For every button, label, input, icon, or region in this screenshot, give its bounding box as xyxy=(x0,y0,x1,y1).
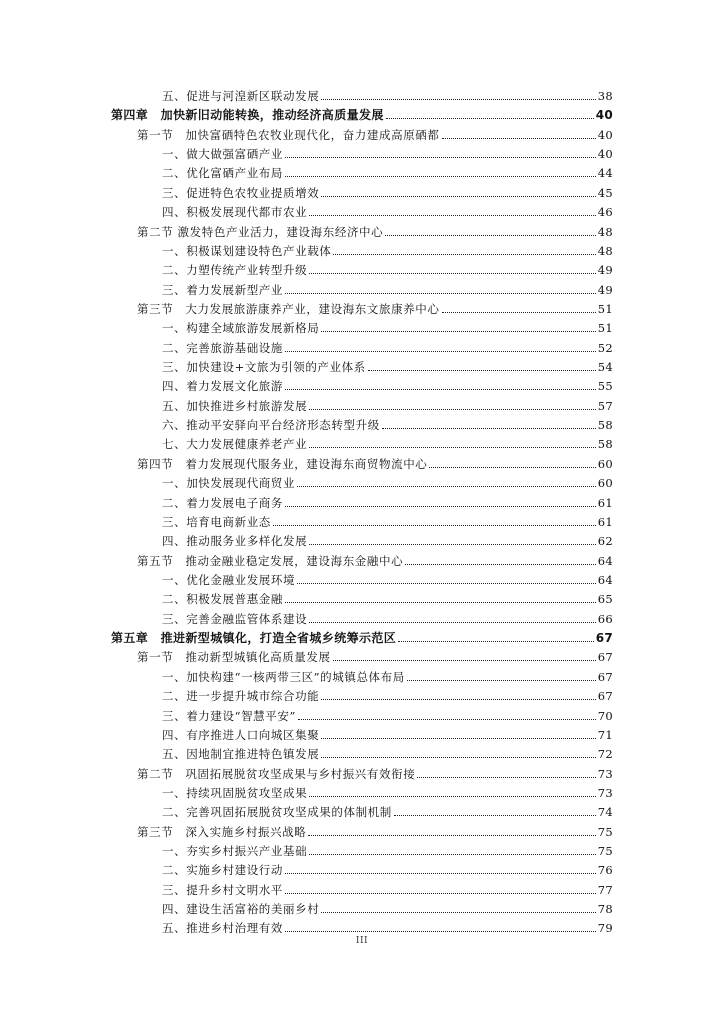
dot-leader xyxy=(407,679,596,681)
toc-entry-label: 一、夯实乡村振兴产业基础 xyxy=(162,844,308,859)
toc-subsection-entry[interactable] xyxy=(162,418,613,432)
toc-subsection-entry[interactable] xyxy=(162,341,613,355)
dot-leader xyxy=(285,175,596,177)
dot-leader xyxy=(386,117,594,119)
toc-entry-label: 三、加快建设+文旅为引领的产业体系 xyxy=(162,360,366,375)
dot-leader xyxy=(398,640,593,642)
dot-leader xyxy=(285,388,596,390)
toc-entry-page-number: 73 xyxy=(597,766,613,781)
toc-entry-page-number: 58 xyxy=(597,418,613,433)
toc-entry-page-number: 77 xyxy=(597,882,613,897)
toc-subsection-entry[interactable] xyxy=(162,902,613,916)
dot-leader xyxy=(309,272,596,274)
toc-entry-page-number: 75 xyxy=(597,824,613,839)
toc-subsection-entry[interactable] xyxy=(162,283,613,297)
toc-subsection-entry[interactable] xyxy=(162,805,613,819)
toc-entry-page-number: 61 xyxy=(597,514,613,529)
toc-entry-label: 四、有序推进人口向城区集聚 xyxy=(162,727,320,742)
toc-entry-page-number: 78 xyxy=(597,902,613,917)
dot-leader xyxy=(285,505,596,507)
toc-subsection-entry[interactable] xyxy=(162,883,613,897)
toc-entry-label: 第一节 推动新型城镇化高质量发展 xyxy=(137,650,331,665)
toc-entry-page-number: 46 xyxy=(597,205,613,220)
toc-entry-page-number: 67 xyxy=(595,631,613,646)
toc-entry-label: 第五章 推进新型城镇化，打造全省城乡统筹示范区 xyxy=(111,631,397,646)
toc-subsection-entry[interactable] xyxy=(162,244,613,258)
toc-entry-label: 四、推动服务业多样化发展 xyxy=(162,534,308,549)
dot-leader xyxy=(285,350,596,352)
toc-entry-label: 一、做大做强富硒产业 xyxy=(162,147,283,162)
toc-entry-label: 二、进一步提升城市综合功能 xyxy=(162,689,320,704)
toc-subsection-entry[interactable] xyxy=(162,728,613,742)
toc-entry-page-number: 67 xyxy=(597,669,613,684)
dot-leader xyxy=(321,756,595,758)
toc-section-entry[interactable] xyxy=(137,225,613,239)
toc-entry-page-number: 62 xyxy=(597,534,613,549)
toc-subsection-entry[interactable] xyxy=(162,863,613,877)
toc-entry-page-number: 48 xyxy=(597,243,613,258)
toc-section-entry[interactable] xyxy=(137,825,613,839)
toc-entry-label: 二、优化富硒产业布局 xyxy=(162,166,283,181)
toc-entry-page-number: 75 xyxy=(597,844,613,859)
toc-entry-label: 五、推进乡村治理有效 xyxy=(162,921,283,936)
page-footer-number: III xyxy=(355,936,369,946)
toc-section-entry[interactable] xyxy=(137,767,613,781)
toc-entry-page-number: 61 xyxy=(597,495,613,510)
dot-leader xyxy=(309,214,596,216)
toc-entry-page-number: 48 xyxy=(597,224,613,239)
dot-leader xyxy=(309,543,596,545)
dot-leader xyxy=(442,137,596,139)
toc-entry-label: 四、建设生活富裕的美丽乡村 xyxy=(162,902,320,917)
dot-leader xyxy=(394,814,596,816)
dot-leader xyxy=(321,911,595,913)
toc-entry-page-number: 51 xyxy=(597,321,613,336)
toc-subsection-entry[interactable] xyxy=(162,689,613,703)
toc-entry-page-number: 55 xyxy=(597,379,613,394)
toc-subsection-entry[interactable] xyxy=(162,496,613,510)
toc-entry-page-number: 49 xyxy=(597,263,613,278)
toc-entry-label: 一、加快发展现代商贸业 xyxy=(162,476,296,491)
dot-leader xyxy=(417,776,595,778)
toc-entry-label: 七、大力发展健康养老产业 xyxy=(162,437,308,452)
toc-entry-page-number: 38 xyxy=(597,89,613,103)
toc-subsection-entry[interactable] xyxy=(162,592,613,606)
toc-section-entry[interactable] xyxy=(137,128,613,142)
toc-subsection-entry[interactable] xyxy=(162,399,613,413)
dot-leader xyxy=(285,892,596,894)
toc-entry-label: 三、着力建设“智慧平安” xyxy=(162,708,296,723)
dot-leader xyxy=(382,427,596,429)
toc-entry-label: 二、完善巩固拓展脱贫攻坚成果的体制机制 xyxy=(162,805,392,820)
toc-entry-label: 二、力塑传统产业转型升级 xyxy=(162,263,308,278)
toc-entry-page-number: 58 xyxy=(597,437,613,452)
toc-entry-label: 二、实施乡村建设行动 xyxy=(162,863,283,878)
toc-entry-label: 第四节 着力发展现代服务业，建设海东商贸物流中心 xyxy=(137,456,428,471)
toc-section-entry[interactable] xyxy=(137,554,613,568)
toc-section-entry[interactable] xyxy=(137,650,613,664)
toc-subsection-entry[interactable] xyxy=(162,437,613,451)
toc-entry-page-number: 60 xyxy=(597,476,613,491)
toc-entry-label: 三、培育电商新业态 xyxy=(162,514,271,529)
toc-entry-page-number: 66 xyxy=(597,611,613,626)
dot-leader xyxy=(333,253,595,255)
toc-entry-label: 第五节 推动金融业稳定发展，建设海东金融中心 xyxy=(137,553,404,568)
toc-subsection-entry[interactable] xyxy=(162,89,613,103)
toc-entry-page-number: 40 xyxy=(597,147,613,162)
toc-entry-page-number: 73 xyxy=(597,785,613,800)
dot-leader xyxy=(273,524,596,526)
dot-leader xyxy=(297,485,596,487)
toc-entry-page-number: 79 xyxy=(597,921,613,936)
toc-subsection-entry[interactable] xyxy=(162,147,613,161)
toc-subsection-entry[interactable] xyxy=(162,573,613,587)
toc-entry-label: 第三节 大力发展旅游康养产业，建设海东文旅康养中心 xyxy=(137,301,440,316)
toc-entry-page-number: 67 xyxy=(597,689,613,704)
toc-subsection-entry[interactable] xyxy=(162,747,613,761)
dot-leader xyxy=(285,930,596,932)
toc-entry-page-number: 72 xyxy=(597,747,613,762)
toc-entry-label: 三、促进特色农牧业提质增效 xyxy=(162,185,320,200)
toc-entry-page-number: 51 xyxy=(597,301,613,316)
toc-entry-page-number: 65 xyxy=(597,592,613,607)
toc-entry-page-number: 54 xyxy=(597,360,613,375)
toc-subsection-entry[interactable] xyxy=(162,321,613,335)
toc-subsection-entry[interactable] xyxy=(162,786,613,800)
toc-chapter-entry[interactable] xyxy=(111,631,613,645)
toc-entry-label: 四、着力发展文化旅游 xyxy=(162,379,283,394)
toc-entry-label: 三、着力发展新型产业 xyxy=(162,282,283,297)
toc-section-entry[interactable] xyxy=(137,457,613,471)
toc-entry-page-number: 44 xyxy=(597,166,613,181)
toc-entry-label: 三、提升乡村文明水平 xyxy=(162,882,283,897)
toc-entry-page-number: 40 xyxy=(595,108,613,123)
dot-leader xyxy=(442,311,596,313)
toc-entry-page-number: 45 xyxy=(597,185,613,200)
dot-leader xyxy=(308,834,595,836)
toc-entry-label: 一、持续巩固脱贫攻坚成果 xyxy=(162,785,308,800)
toc-subsection-entry[interactable] xyxy=(162,921,613,935)
toc-entry-page-number: 71 xyxy=(597,727,613,742)
toc-entry-label: 二、积极发展普惠金融 xyxy=(162,592,283,607)
toc-entry-label: 四、积极发展现代都市农业 xyxy=(162,205,308,220)
dot-leader xyxy=(385,234,596,236)
toc-subsection-entry[interactable] xyxy=(162,476,613,490)
toc-entry-label: 一、积极谋划建设特色产业载体 xyxy=(162,243,332,258)
dot-leader xyxy=(321,737,595,739)
dot-leader xyxy=(309,446,596,448)
toc-subsection-entry[interactable] xyxy=(162,379,613,393)
toc-subsection-entry[interactable] xyxy=(162,670,613,684)
toc-entry-label: 五、因地制宜推进特色镇发展 xyxy=(162,747,320,762)
toc-entry-page-number: 52 xyxy=(597,340,613,355)
toc-entry-page-number: 67 xyxy=(597,650,613,665)
toc-entry-page-number: 64 xyxy=(597,553,613,568)
dot-leader xyxy=(297,582,596,584)
dot-leader xyxy=(285,872,596,874)
dot-leader xyxy=(321,330,595,332)
toc-entry-page-number: 60 xyxy=(597,456,613,471)
dot-leader xyxy=(309,408,596,410)
toc-entry-label: 第四章 加快新旧动能转换，推动经济高质量发展 xyxy=(111,108,384,123)
toc-entry-label: 五、加快推进乡村旅游发展 xyxy=(162,398,308,413)
toc-entry-label: 一、优化金融业发展环境 xyxy=(162,573,296,587)
toc-chapter-entry[interactable] xyxy=(111,108,613,122)
dot-leader xyxy=(285,156,596,158)
toc-entry-label: 第一节 加快富硒特色农牧业现代化，奋力建成高原硒都 xyxy=(137,127,440,142)
toc-entry-label: 三、完善金融监管体系建设 xyxy=(162,611,308,626)
dot-leader xyxy=(309,853,596,855)
toc-entry-label: 第二节 激发特色产业活力，建设海东经济中心 xyxy=(137,224,384,239)
toc-subsection-entry[interactable] xyxy=(162,612,613,626)
toc-entry-label: 六、推动平安驿向平台经济形态转型升级 xyxy=(162,418,380,433)
toc-subsection-entry[interactable] xyxy=(162,186,613,200)
toc-subsection-entry[interactable] xyxy=(162,263,613,277)
dot-leader xyxy=(333,659,596,661)
toc-subsection-entry[interactable] xyxy=(162,515,613,529)
toc-entry-page-number: 74 xyxy=(597,805,613,820)
dot-leader xyxy=(285,292,596,294)
dot-leader xyxy=(405,563,596,565)
toc-entry-page-number: 70 xyxy=(597,708,613,723)
dot-leader xyxy=(321,698,595,700)
toc-entry-label: 二、着力发展电子商务 xyxy=(162,495,283,510)
dot-leader xyxy=(368,369,596,371)
toc-subsection-entry[interactable] xyxy=(162,844,613,858)
dot-leader xyxy=(285,601,596,603)
toc-subsection-entry[interactable] xyxy=(162,360,613,374)
toc-subsection-entry[interactable] xyxy=(162,205,613,219)
toc-entry-page-number: 64 xyxy=(597,573,613,587)
toc-entry-label: 二、完善旅游基础设施 xyxy=(162,340,283,355)
dot-leader xyxy=(309,621,596,623)
toc-entry-page-number: 49 xyxy=(597,282,613,297)
dot-leader xyxy=(298,718,596,720)
toc-subsection-entry[interactable] xyxy=(162,534,613,548)
toc-entry-label: 一、加快构建“一核两带三区”的城镇总体布局 xyxy=(162,669,405,684)
toc-entry-page-number: 76 xyxy=(597,863,613,878)
toc-subsection-entry[interactable] xyxy=(162,166,613,180)
toc-entry-page-number: 40 xyxy=(597,127,613,142)
dot-leader xyxy=(321,195,595,197)
dot-leader xyxy=(321,98,595,100)
dot-leader xyxy=(309,795,596,797)
toc-subsection-entry[interactable] xyxy=(162,709,613,723)
dot-leader xyxy=(429,466,595,468)
toc-entry-label: 一、构建全域旅游发展新格局 xyxy=(162,321,320,336)
toc-entry-page-number: 57 xyxy=(597,398,613,413)
toc-entry-label: 五、促进与河湟新区联动发展 xyxy=(162,89,320,103)
toc-section-entry[interactable] xyxy=(137,302,613,316)
toc-entry-label: 第二节 巩固拓展脱贫攻坚成果与乡村振兴有效衔接 xyxy=(137,766,416,781)
toc-entry-label: 第三节 深入实施乡村振兴战略 xyxy=(137,824,307,839)
